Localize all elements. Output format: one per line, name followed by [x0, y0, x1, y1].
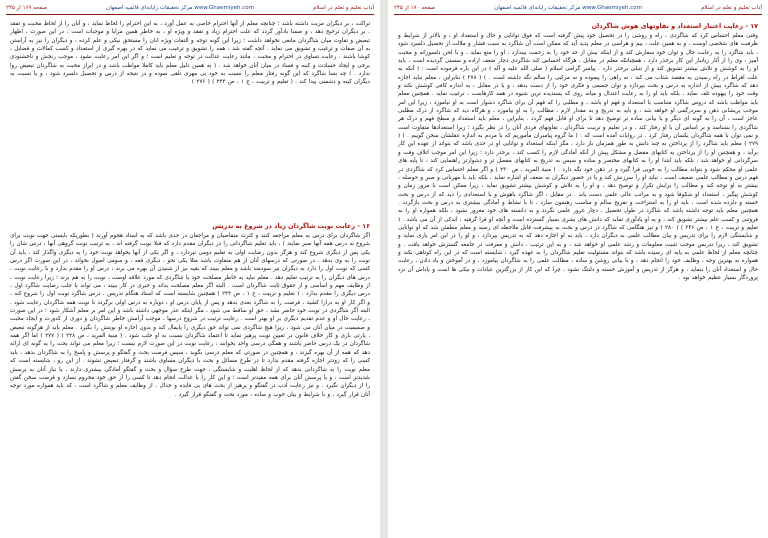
page-gutter [380, 0, 388, 538]
publisher-site[interactable]: www.Ghaemiyeh.com مرکز تحقیقات رایانه‌ای قائمیه اصفهان [106, 5, 254, 11]
page-number: صفحه ۱۷۰ از ۲۴۵ [394, 5, 436, 11]
section-block [10, 222, 370, 399]
section-block [398, 22, 758, 282]
book-title: آداب تعلیم و تعلم در اسلام [313, 5, 374, 11]
header-rule [6, 14, 374, 15]
page-header [394, 2, 762, 14]
page-body [10, 20, 370, 87]
page-header [6, 2, 374, 14]
body-paragraph: تراکت ، بر دیگران مزیت داشته باشد ؛ چنانچه معلم از آنها احترام خاصی به عمل آورد ، به این احترام را لحاظ نماید ، و آنان را از لحاظ محبت و تفقد ، بر دیگران ترجیح دهد ، و ضمنا یادآور گردد که علت احترام زیاد و تفقد و ویژه او ، به خاطر همین مزایا و موجبات است ، در این صورت ، اظهار تبعیض و تفاوت میان شاگردان مانعی نخواهد داشت ؛ زیرا این گونه توجه و التفات ویژه انان را مستحق نیکی و علم کرده ، و دیگران را نیز به آراستن به آن صفات و ترغیب و تشویق می نماید . آنچه گفته شد ، همه را تشویق و ترغیب می نماید که در بهره گیری از استعداد و کسب کمالات و فضایل ، کوشا باشند . رعایت تساوی در احترام و محبت ، مانند رعایت عدالت در توجه و تعلیم است ؛ و اگر این امر رعایت نشود ، موجب رنجش و ناخشنودی برخی و ایجاد حسادت و کینه و فساد در میان آنان خواهد شد . ( به همین دلیل معلم باید کاملا مواظب باشد و در ابراز محبت به شاگردان تبعیض روا ندارد . ) چه بسا شاگرد که این گونه رفتار معلم را نسبت به خود بی مهری تلقی نموده و در نتیجه از درس و تحصیل دلسرد شود ، و یا نسبت به دیگران کینه و دشمنی پیدا کند . ( تعلیم و تربیت ، ج ۱ ، ص ۲۴۴ ) ( ۲۷۶ ) [10, 21, 370, 86]
right-page [388, 0, 768, 538]
body-paragraph: وقتی معلم احساس کرد که شاگردی ، راه و روشی را در تحصیل خود پیش گرفته است که فوق توانایی و حال و استعداد او ، و بالاتر از شرایط و ظرفیت های شخصی اوست ، و به همین علت ، بیم و هراسی در معلم پدید آید که ممکن است آن شاگرد به سبب فشار و ملالت از تحصیل دلسرد شود ، باید شاگرد را به رعایت حال و توان خود سفارش کند و از اینکه بیش از حد خود را به زحمت بیندازد ، او را منع نماید ، و با لحن دلسوزانه و محبت آمیز ، وی را از آثار زیانبار این کار برحذر دارد ، همچنانکه معلم در مقابل ، هرگاه احساس کند شاگردی دچار ضعف اراده و سستی گردیده است ، باید او را به کوشش و تلاش بیشتر تشویق کند و از تنبلی برحذر دارد . پیامبر گرامی اسلام ( صلی الله علیه و آله ) در این باره فرموده است : ( آنکه به علت افراط در راه رسیدن به مقصد شتاب می کند ، نه راهی را پیموده و نه مرکبی را سالم نگه داشته است . ) ( ۲۷۸ ) بنابراین ، معلم نباید اجازه دهد که شاگرد بیش از اندازه به درس و بحث بپردازد و توان جسمی و فکری خود را از دست بدهد ، و یا در مقابل ، به اندازه کافی کوشش نکند و وقت خود را بیهوده تلف نماید ، بلکه باید او را به رعایت اعتدال و میانه روی که پسندیده ترین شیوه در همه کارهاست ، ترغیب نماید . همچنین معلم باید مواظب باشد که دروس شاگرد متناسب با استعداد و فهم او باشد ، و مطلبی را که فهم آن برای شاگرد دشوار است به او نیاموزد ، زیرا این امر موجب پریشانی ذهن و سردرگمی او خواهد شد ، و باید به تدریج و به مقدار لازم ، مطالب را به او بیاموزد ، و هرگاه دید که شاگرد از درک مطلبی عاجز است ، آن را به گونه ای دیگر و با بیانی ساده تر توضیح دهد تا برای او قابل فهم گردد . بنابراین ، معلم باید استعداد و سطح فهم و درک هر شاگردی را بشناسد و بر اساس آن با او رفتار کند ، و در تعلیم و تربیت شاگردان ، تفاوتهای فردی آنان را در نظر بگیرد ؛ زیرا استعدادها متفاوت است و نمی توان با همه شاگردان یکسان رفتار کرد . در روایات آمده است که : ( ما گروه پیامبران مأموریم که با مردم به اندازه عقلشان سخن گوییم . ) ( ۲۷۹ ) معلم باید شاگرد را از پرداختن به چند دانش به طور همزمان باز دارد ، مگر اینکه استعداد و توانایی او در حدی باشد که بتواند از عهده این کار برآید ، و همچنین او را از پرداختن به کتابهای مفصل و مشکل پیش از آنکه آمادگی لازم را کسب کند ، برحذر دارد ؛ زیرا این امر موجب اتلاف وقت و سرگردانی او خواهد شد . بلکه باید ابتدا او را به کتابهای مختصر و ساده و سپس به تدریج به کتابهای مفصل تر و دشوارتر راهنمایی کند ، تا پایه های علمی او محکم شود و بتواند مطالب را به خوبی فرا گیرد و در ذهن خود نگه دارد . ( منیة المرید ، ص ۲۳۰ ) و اگر معلم احساس کرد که شاگردی در فهم درس و مطالب علمی ضعیف است ، نباید او را سرزنش کند و یا در حضور دیگران به ضعف او اشاره نماید ، بلکه باید با مهربانی و صبر و حوصله ، بیشتر به او توجه کند و مطالب را برایش تکرار و توضیح دهد ، و او را به تلاش و کوشش بیشتر تشویق نماید ، زیرا ممکن است با مرور زمان و کوشش پیگیر ، استعداد او شکوفا شود و به مراتب عالی علمی دست یابد . در مقابل ، اگر شاگرد باهوش و با استعدادی را دید که از درس و بحث خسته و دلزده شده است ، باید او را به استراحت و تفریح سالم و مناسب رهنمون سازد ، تا با نشاط و آمادگی بیشتری به درس و بحث بازگردد . همچنین معلم باید توجه داشته باشد که شاگرد در طول تحصیل ، دچار غرور علمی نگردد و به دانسته های خود مغرور نشود ، بلکه همواره او را به فروتنی و کسب علم بیشتر تشویق کند ، و به او یادآوری نماید که دانش های بشری بسیار گسترده است و آنچه او فرا گرفته ، اندکی از آن می باشد . ( تعلیم و تربیت ، ج ۱ ، ص ۲۴۶ ) ( ۲۸۰ ) و نیز هنگامی که شاگرد در درس و بحث به پیشرفت قابل ملاحظه ای رسید و معلم مطمئن شد که او توانایی و شایستگی لازم را برای تدریس و بیان مطالب علمی به دیگران دارد ، باید به او اجازه دهد که به تدریس بپردازد ، و او را در این امر یاری نماید و تشویق کند ، زیرا تدریس موجب تثبیت معلومات و رشد علمی او خواهد شد ، و به این ترتیب ، دانش و معرفت در جامعه گسترش خواهد یافت . و چنانچه معلم از لحاظ علمی به پایه ای رسیده باشد که بتواند مسئولیت تعلیم شاگردان را به عهده گیرد ، شایسته است که در این راه کوتاهی نکند و همواره به بهترین وجه ، وظایف خود را انجام دهد ، و با بیانی روشن و ساده ، مطالب علمی را به شاگردان بیاموزد ، و در آموختن و یاد دادن ، رعایت حال و استعداد آنان را بنماید ، و هرگز از تدریس و آموزش خسته و دلتنگ نشود ، چرا که این کار از بزرگترین عبادات و نیکی ها است و پاداش آن نزد پروردگار بسیار عظیم خواهد بود . [398, 33, 758, 281]
page-number: صفحه ۱۶۹ از ۲۴۵ [6, 5, 48, 11]
left-page [0, 0, 380, 538]
body-paragraph: اگر شاگردان برای درس به معلم مراجعه کنند و کثرت متقاضیان و مراجعان در حدی باشد که به استاد هجوم آورند ( بطوریکه بایستی جهت نوبت برای شروع به درس همه آنها صبر نمایند ) ، باید تعلیم شاگردانی را در دیگران مقدم دارد که قبلا نوبت گرفته اند ، به ترتیب نوبت گروهی آنها ، درس شان را یکی پس از دیگری شروع کند و هرگز بدون رضایت اولی به تعلیم دومی نپردازد ، و اگر یکی از آنها بخواهد نوبت خود را به دیگری واگذار کند ، باید آن نوبت را به وی بدهد . در صورتی که درسهای آنان از هم متفاوت باشد مثلا یکی نحو ، دیگری فقه ، و سومی اصول بخواند ، در این صورت اگر درس کسی که نوبت اول را دارد به دیگران نیز سودمند باشد و معلم ببیند که بقیه نیز از شنیدن آن بهره می برند ، درس او را مقدم بدارد و با رعایت نوبت ، درس های دیگران را به ترتیب تعلیم دهد . معلم نباید به خاطر مصلحت خود یا شاگردی که مورد علاقه اوست ، نوبت را به هم بزند ؛ زیرا رعایت نوبت ، از وظایف مهم و اساسی و از حقوق ثابت شاگردان است . البته اگر معلم مصلحت بداند و خیری در کار ببیند ، می تواند با جلب رضایت شاگرد اول ، درس دیگری را مقدم بدارد . ( تعلیم و تربیت ، ج ۱ ، ص ۲۴۴ ) همچنین شایسته است که استاد هنگام تدریس ، درس شاگرد نوبت اول را شروع کند ، و اگر کار او به درازا کشید ، فرصت را به شاگرد بعدی بدهد و پس از پایان درس او ، دوباره به درس اولی برگردد تا نوبت همه شاگردان رعایت شود . البته اگر شاگردی در نوبت خود حاضر نشد ، حق او ساقط می شود ، مگر اینکه عذر موجهی داشته باشد و این امر بر معلم آشکار شود ؛ در این صورت ، رعایت حال او و عدم تقدیم دیگری بر او بهتر است . رعایت ترتیب در شروع درسها ، موجب آرامش خاطر شاگردان و دوری از کدورت و ایجاد محبت و صمیمیت در میان آنان می شود ، زیرا هیچ شاگردی نمی تواند حق دیگری را پایمال کند و بدون اجازه او نوبتش را بگیرد . معلم باید از هرگونه تبعیض ، پارتی بازی و کار خلاف قانون در تعیین نوبت پرهیز نماید تا اعتماد شاگردان نسبت به او جلب شود . ( منیة المرید ، ص ۲۲۸ ) ( ۲۷۷ ) اما اگر همه شاگردان در یک درس حاضر باشند و همگی درسی واحد بخوانند ، رعایت نوبت در این صورت لازم نیست ؛ زیرا معلم می تواند بحث را به گونه ای ارائه دهد که همه از آن بهره گیرند ، و همچنین در صورتی که معلم درسی بگوید ، سپس فرصت بحث و گفتگو و پرسش و پاسخ را به شاگردان بدهد ، باید کسی را که زودتر اجازه گرفته مقدم بدارد تا در طرح مسائل و بحث با دیگران مساوی باشند و گرفتار تبعیض نشوند . از این رو ، شایسته است که معلم نوبت را به شاگردانی بدهد که از لحاظ اهلیت و شایستگی ، جهت طرح سؤال و بحث و گفتگو آمادگی بیشتری دارند ، یا نیاز آنان به پرسش شدیدتر است ، و یا پرسش آنان برای همه مفیدتر است ؛ و این کار را با عدالت انجام دهد تا کسی را از حق خود محروم نسازد و فرصت سخن گفتن را از دیگران نگیرد . و نیز رعایت ادب در گفتگو و پرهیز از بحث های بی فایده و جدال ، از وظایف معلم و شاگرد است ، که باید همواره مورد توجه آنان قرار گیرد ، و با شرایط و بیان خوب و ساده ، مورد بحث و گفتگو قرار گیرد . [10, 233, 370, 398]
section-heading: ۱۷ - رعایت اعتبار استعداد و تفاوتهای هوش شاگردان [591, 22, 758, 30]
section-heading: ۱۶ - رعایت نوبت شاگردان زیاد در شروع به تدریس [212, 222, 370, 230]
header-rule [394, 14, 762, 15]
book-title: آداب تعلیم و تعلم در اسلام [701, 5, 762, 11]
publisher-site[interactable]: www.Ghaemiyeh.com مرکز تحقیقات رایانه‌ای قائمیه اصفهان [494, 5, 642, 11]
